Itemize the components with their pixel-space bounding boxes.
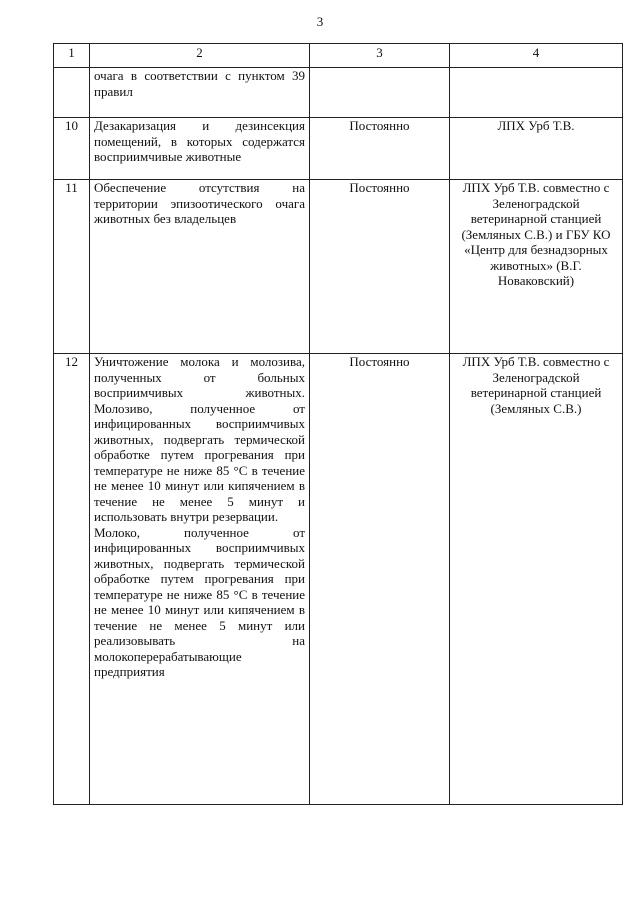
table-row [54, 68, 623, 118]
row-period [310, 68, 450, 118]
row-description [90, 118, 310, 180]
table-row [54, 118, 623, 180]
description-text: Уничтожение молока и молозива, полученных от больных восприимчивых животных. Молозиво, полученное от инфицированных восприимчивых животных, подвергать термической обработке путем прогревания при температуре не ниже 85 °С в течение не менее 10 минут или кипячением в течение не менее 5 минут и использовать внутри резервации. [94, 354, 305, 524]
description-text: Обеспечение отсутствия на территории эпизоотического очага животных без владельцев [94, 180, 305, 226]
row-description [90, 354, 310, 805]
row-description [90, 180, 310, 354]
table-row [54, 354, 623, 805]
row-responsible: ЛПХ Урб Т.В. совместно с Зеленоградской ветеринарной станцией (Земляных С.В.) [450, 354, 623, 805]
row-number: 12 [54, 354, 90, 805]
page-number: 3 [316, 14, 324, 29]
table-header-row [54, 44, 623, 68]
header-col-1: 1 [54, 44, 90, 68]
row-number: 10 [54, 118, 90, 180]
description-text-continued: Молоко, полученное от инфицированных восприимчивых животных, подвергать термической обработке путем прогревания при температуре не ниже 85 °С в течение не менее 10 минут или кипячением в течение не менее 5 минут или реализовывать на молокоперерабатывающие предприятия [94, 524, 305, 679]
measures-table [53, 43, 623, 805]
row-period: Постоянно [310, 118, 450, 180]
row-responsible: ЛПХ Урб Т.В. [450, 118, 623, 180]
row-number [54, 68, 90, 118]
row-responsible [450, 68, 623, 118]
description-text: Дезакаризация и дезинсекция помещений, в которых содержатся восприимчивые животные [94, 118, 305, 164]
header-col-3: 3 [310, 44, 450, 68]
header-col-4: 4 [450, 44, 623, 68]
header-col-2: 2 [90, 44, 310, 68]
row-responsible: ЛПХ Урб Т.В. совместно с Зеленоградской ветеринарной станцией (Земляных С.В.) и ГБУ КО «Центр для безнадзорных животных» (В.Г. Новаковский) [450, 180, 623, 354]
row-period: Постоянно [310, 354, 450, 805]
description-text: очага в соответствии с пунктом 39 правил [94, 68, 305, 99]
row-period: Постоянно [310, 180, 450, 354]
table-row [54, 180, 623, 354]
row-description [90, 68, 310, 118]
row-number: 11 [54, 180, 90, 354]
